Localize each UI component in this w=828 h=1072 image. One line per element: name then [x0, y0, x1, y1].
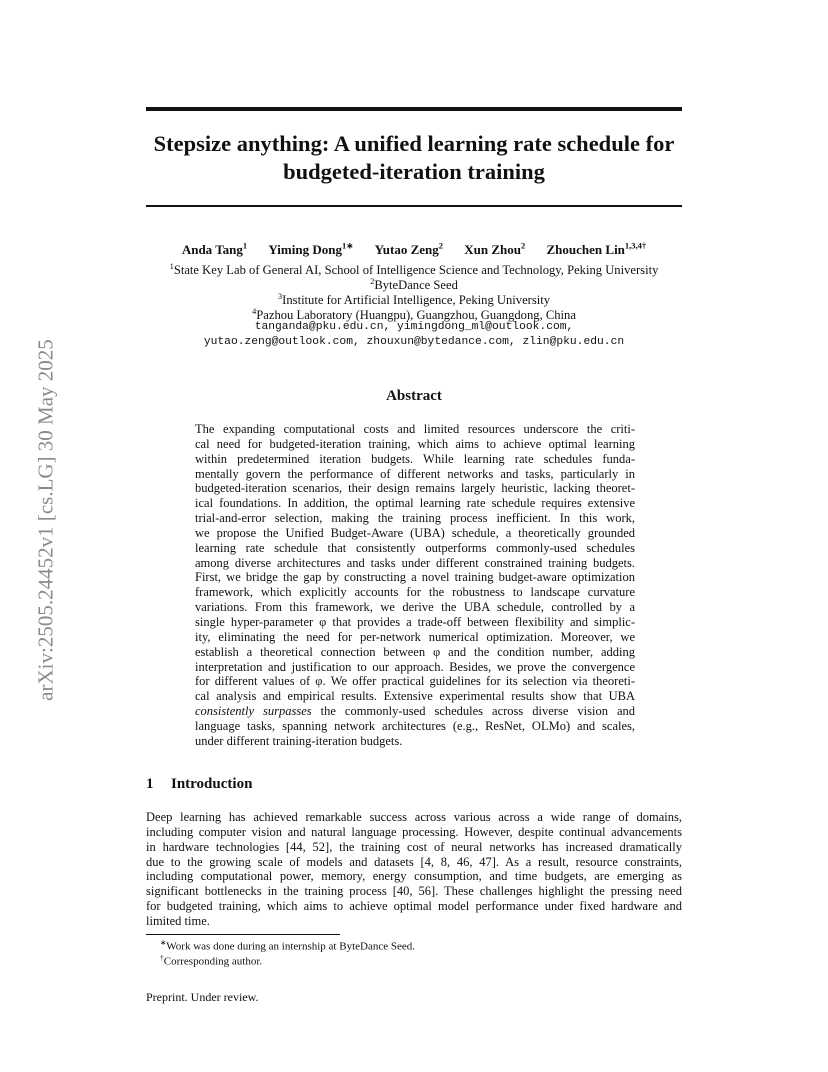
author: Zhouchen Lin$^{1,3,4\dagger}$ [546, 241, 647, 258]
intro-line: in hardware technologies [44, 52], the training cost of neural networks has increased dramatically [146, 839, 682, 854]
abstract-line: learning rate schedule that consistently outperforms commonly-used schedules [195, 540, 635, 555]
author: Yutao Zeng$^2$ [374, 241, 444, 258]
abstract-line: ical foundations. In addition, the optimal learning rate schedule requires extensive [195, 496, 635, 511]
abstract-line: trial-and-error selection, making the training process inefficient. In this work, [195, 511, 635, 526]
affiliation: $^3$Institute for Artificial Intelligence, Peking University [277, 291, 551, 308]
title-line: budgeted-iteration training [283, 159, 545, 184]
affiliation: $^1$State Key Lab of General AI, School of Intelligence Science and Technology, Peking University [169, 261, 659, 278]
intro-line: for budgeted training, which aims to achieve optimal model performance under fixed hardware and [146, 899, 682, 914]
intro-line: limited time. [146, 913, 210, 928]
intro-line: due to the growing scale of models and datasets [4, 8, 46, 47]. As a result, resource constraints, [146, 854, 682, 869]
email-line[interactable]: tanganda@pku.edu.cn, yimingdong_ml@outlook.com, [254, 321, 574, 333]
intro-line: including computational power, memory, energy consumption, and time budgets, are emerging as [146, 869, 682, 884]
abstract-line: cal need for budgeted-iteration training, which aims to achieve optimal learning [195, 436, 635, 451]
title-line: Stepsize anything: A unified learning rate schedule for [153, 131, 675, 156]
abstract-line: framework, which explicitly accounts for the robustness to landscape curvature [195, 585, 635, 600]
intro-line: including computer vision and natural language processing. However, despite continual advancements [146, 824, 682, 839]
preprint-note: Preprint. Under review. [146, 990, 259, 1004]
title-top-rule [146, 107, 682, 111]
section-number: 1 [146, 776, 154, 792]
abstract-line: budgeted-iteration scenarios, their design remains largely heuristic, lacking theoret- [195, 481, 635, 496]
abstract-line: First, we bridge the gap by constructing a novel training budget-aware optimization [195, 570, 635, 585]
abstract-line: interpretation and justification to our approach. Besides, we prove the convergence [195, 659, 635, 674]
affiliation: $^2$ByteDance Seed [370, 276, 458, 293]
title-bottom-rule [146, 205, 682, 207]
abstract-body [195, 422, 635, 749]
abstract-line: among diverse architectures and tasks under different constrained training budgets. [195, 555, 635, 570]
abstract-line: single hyper-parameter φ that provides a trade-off between flexibility and simplic- [195, 614, 635, 629]
abstract-line: ity, eliminating the need for per-network numerical optimization. Moreover, we [195, 629, 635, 644]
section-title: Introduction [171, 776, 253, 792]
author-list [146, 241, 682, 258]
author: Anda Tang$^1$ [181, 241, 248, 258]
abstract-line: language tasks, spanning network architectures (e.g., ResNet, OLMo) and scales, [195, 718, 635, 733]
intro-line: significant bottlenecks in the training process [40, 56]. These challenges highlight the pressing need [146, 884, 682, 899]
abstract-line: cal analysis and empirical results. Extensive experimental results show that UBA [195, 689, 635, 704]
abstract-line: we propose the Unified Budget-Aware (UBA) schedule, a theoretically grounded [195, 525, 635, 540]
email-line[interactable]: yutao.zeng@outlook.com, zhouxun@bytedance.com, zlin@pku.edu.cn [203, 336, 625, 348]
intro-line: Deep learning has achieved remarkable success across various across a wide range of domains, [146, 810, 682, 824]
abstract-line: variations. From this framework, we derive the UBA schedule, controlled by a [195, 600, 635, 615]
abstract-line-emphasis: consistently surpasses the commonly-used schedules across diverse vision and [195, 704, 635, 719]
abstract-line: within predetermined iteration budgets. While learning rate schedules funda- [195, 451, 635, 466]
abstract-line: The expanding computational costs and limited resources underscore the criti- [195, 422, 635, 436]
author: Yiming Dong$^{1∗}$ [268, 241, 354, 258]
abstract-line: mentally govern the performance of different networks and tasks, particularly in [195, 466, 635, 481]
footnote: ∗Work was done during an internship at ByteDance Seed. [160, 938, 415, 953]
abstract-heading: Abstract [386, 388, 442, 404]
paper-title [146, 130, 682, 186]
footnote-rule [146, 934, 340, 935]
section-heading [146, 776, 252, 793]
introduction-body [146, 810, 682, 929]
emphasis-text: consistently surpasses [195, 704, 312, 719]
affiliation: $^4$Pazhou Laboratory (Huangpu), Guangzhou, Guangdong, China [252, 306, 576, 323]
footnote: †Corresponding author. [160, 953, 263, 968]
abstract-line: for different values of φ. We offer practical guidelines for its selection via theoreti- [195, 674, 635, 689]
abstract-line: establish a theoretical connection between φ and the condition number, adding [195, 644, 635, 659]
author: Xun Zhou$^2$ [464, 241, 526, 258]
abstract-line: under different training-iteration budgets. [195, 733, 403, 748]
